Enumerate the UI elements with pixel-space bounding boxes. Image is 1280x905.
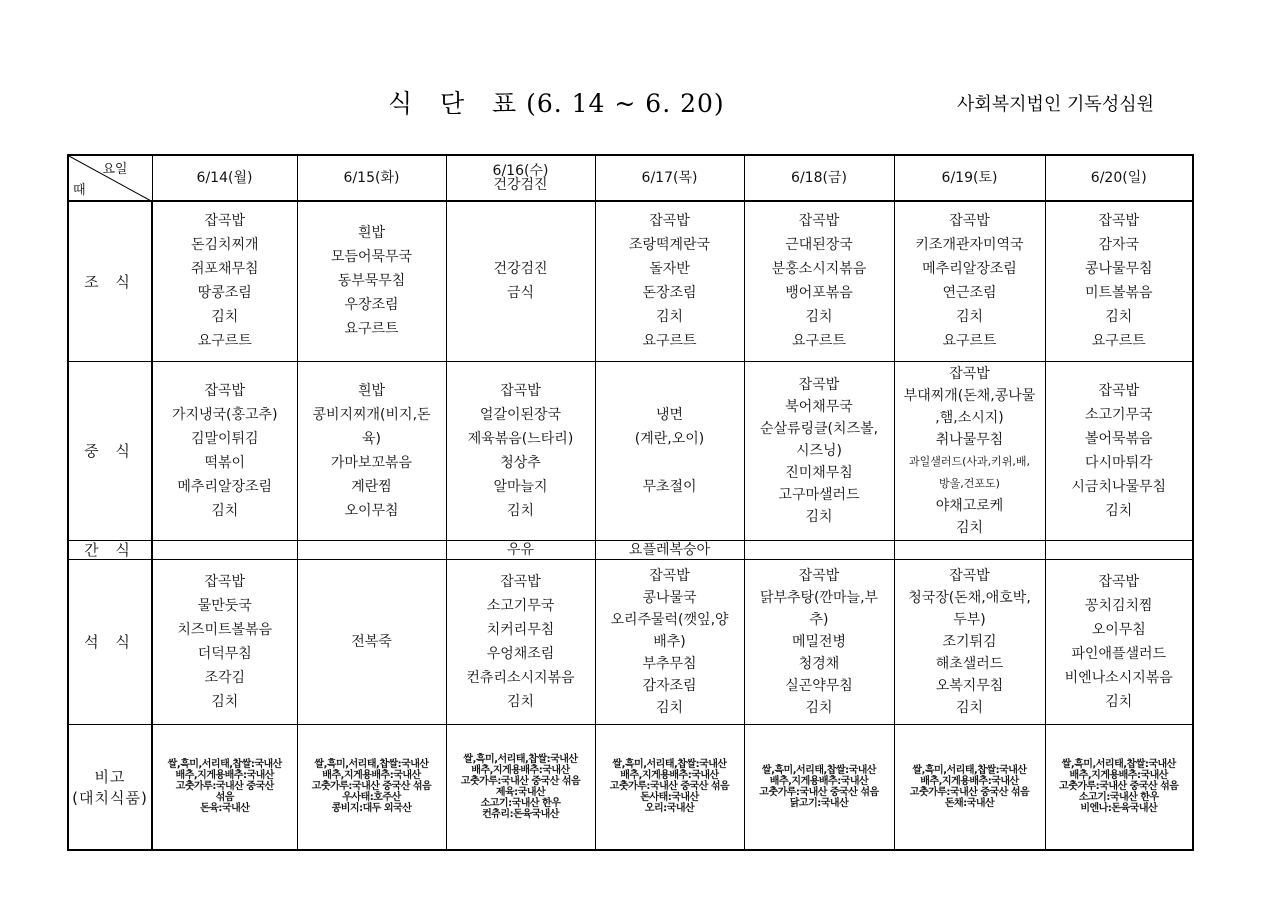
note-line: 고춧가루:국내산 중국산 [175,781,274,793]
menu-item: 잡곡밥 [204,573,246,590]
dinner-cell [894,559,1045,724]
menu-item: ,햄,소시지) [935,409,1004,426]
menu-item: 해초샐러드 [935,655,1004,672]
menu-item: 잡곡밥 [949,213,990,230]
day-header: 6/15(화) [297,155,446,201]
notes-cell [894,724,1045,850]
dinner-cell [446,559,595,724]
snack-cell [152,540,297,559]
menu-item: 청경채 [798,655,840,672]
lunch-cell [446,361,595,540]
menu-item: 진미채무침 [785,464,853,481]
day-header: 6/19(토) [894,155,1045,201]
menu-item: 소고기무국 [486,597,555,614]
menu-item: 청국장(돈채,애호박, [908,589,1031,606]
page-title: 식 단 표 (6. 14 ~ 6. 20) [388,89,725,118]
breakfast-row [68,201,1193,361]
menu-item: 꽁치김치찜 [1084,597,1153,614]
menu-item: 잡곡밥 [649,567,690,584]
note-line: 고춧가루:국내산 중국산 섞음 [909,786,1030,798]
notes-cell [446,724,595,850]
menu-item: 김치 [1105,502,1133,519]
menu-item: 알마늘지 [493,478,548,495]
note-line: 닭고기:국내산 [789,797,849,809]
notes-cell [595,724,744,850]
menu-item: 김치 [211,502,239,519]
note-line: 배추,지게용배추:국내산 [620,770,719,782]
menu-item: 동부묵무침 [337,273,406,290]
note-line: 배추,지게용배추:국내산 [769,775,869,787]
lunch-cell [1045,361,1193,540]
note-line: 컨츄리:돈육국내산 [482,808,559,820]
snack-cell: 우유 [446,540,595,559]
day-header-date: 6/16(수) [492,163,549,179]
note-line: 쌀,흑미,서리태,찹쌀:국내산 [912,764,1027,776]
menu-item: 김치 [805,508,833,525]
menu-item: 요구르트 [791,333,847,350]
menu-item: 북어채무국 [785,398,853,415]
menu-item: 시즈닝) [795,442,843,459]
menu-item: 잡곡밥 [949,567,990,584]
note-line: 고춧가루:국내산 중국산 섞음 [759,786,879,798]
menu-item: 치즈미트볼볶음 [177,621,273,638]
menu-item: 가마보꼬볶음 [330,454,413,471]
dinner-cell [595,559,744,724]
menu-item: 조랑떡계란국 [628,237,711,254]
note-line: 고춧가루:국내산 중국산 섞음 [460,775,581,787]
breakfast-cell [1045,201,1193,361]
menu-item: 연근조림 [942,285,997,302]
menu-item: 다시마튀각 [1084,454,1153,471]
menu-item: 오복지무침 [935,677,1004,694]
snack-label: 간 식 [68,540,152,559]
menu-item: 잡곡밥 [798,376,840,393]
menu-item: 콩나물국 [642,589,697,606]
menu-item: 물만둣국 [197,597,252,614]
notes-cell [152,724,297,850]
menu-item: 건강검진 [493,261,548,278]
lunch-cell [595,361,744,540]
snack-cell [297,540,446,559]
menu-item: 메추리알장조림 [177,478,273,495]
notes-label [68,724,152,850]
menu-item: 오이무침 [344,502,399,519]
note-line: 돈육:국내산 [200,803,250,815]
note-line: 돈채:국내산 [944,797,995,809]
snack-cell: 요플레복숭아 [595,540,744,559]
note-line: 소고기:국내산 한우 [1078,792,1159,804]
menu-item: 더덕무침 [197,645,252,662]
menu-item: 우장조림 [344,297,399,314]
snack-cell [894,540,1045,559]
menu-item: 컨츄리소시지볶음 [466,669,575,686]
menu-item: 메추리알장조림 [922,261,1017,278]
day-header-sub: 건강검진 [493,177,548,193]
menu-item: 흰밥 [357,225,386,242]
menu-item: 잡곡밥 [649,213,690,230]
menu-item: 제육볶음(느타리) [467,430,574,447]
menu-item: 감자조림 [642,677,697,694]
corner-cell [68,155,152,201]
day-header: 6/20(일) [1045,155,1193,201]
menu-item: 잡곡밥 [949,365,990,382]
lunch-row [68,361,1193,540]
lunch-cell [744,361,894,540]
menu-item: (계란,오이) [634,430,705,447]
menu-item: 김치 [655,309,684,326]
menu-item: 계란찜 [351,478,392,495]
menu-item: 취나물무침 [935,431,1004,448]
menu-item: 부대찌개(돈채,콩나물 [903,387,1036,404]
menu-item: 잡곡밥 [798,213,840,230]
menu-item: 금식 [506,285,535,302]
note-line: 비엔나:돈육국내산 [1080,803,1158,815]
menu-item: 요구르트 [642,333,697,350]
menu-item: 모듬어묵무국 [330,249,413,266]
notes-cell [297,724,446,850]
notes-cell [744,724,894,850]
menu-item: 근대된장국 [785,237,853,254]
menu-item: 무초절이 [642,478,697,495]
note-line: 쌀,흑미,서리태,찹쌀:국내산 [1061,759,1176,771]
breakfast-cell [744,201,894,361]
lunch-cell [894,361,1045,540]
menu-item: 콩비지찌개(비지,돈 [312,406,431,423]
menu-item: 잡곡밥 [204,382,246,399]
yoil-label: 요일 [102,162,128,177]
dinner-row [68,559,1193,724]
notes-label-main: 비고 [94,767,126,786]
note-line: 배추,지게용배추:국내산 [322,770,421,782]
header-row [68,155,1193,201]
menu-item: 돌자반 [649,261,690,278]
menu-item: 육) [362,430,381,447]
menu-item: 오리주물럭(깻잎,양 [610,611,729,628]
menu-item: 요구르트 [197,333,252,350]
note-line: 오리:국내산 [644,803,695,815]
note-line: 고춧가루:국내산 중국산 섞음 [609,781,730,793]
breakfast-cell [446,201,595,361]
dinner-cell [297,559,446,724]
meal-plan-table [67,154,1194,851]
menu-item: 닭부추탕(깐마늘,부 [759,589,879,606]
note-line: 제육:국내산 [495,786,546,798]
menu-item: 김치 [955,519,984,536]
menu-item: 뱅어포볶음 [785,285,853,302]
menu-item: 우엉채조림 [486,645,555,662]
menu-item: 김치 [955,699,984,716]
notes-label-sub: (대치식품) [72,788,148,807]
menu-item [596,451,744,475]
ttae-label: 때 [73,183,86,198]
menu-item: 김치 [506,693,535,710]
breakfast-cell [894,201,1045,361]
menu-item: 김말이튀김 [190,430,259,447]
dinner-cell [744,559,894,724]
menu-item: 요구르트 [344,321,399,338]
menu-item: 잡곡밥 [500,382,541,399]
note-line: 배추,지게용배추:국내산 [471,764,570,776]
note-line: 배추,지게용배추:국내산 [1069,770,1168,782]
note-line: 고춧가루:국내산 중국산 섞음 [311,781,432,793]
breakfast-cell [297,201,446,361]
note-line: 배추,지게용배추:국내산 [175,770,274,782]
note-line: 쌀,흑미,서리태,찹쌀:국내산 [314,759,429,771]
breakfast-label: 조 식 [68,201,152,361]
menu-item: 실곤약무침 [785,677,853,694]
notes-cell [1045,724,1193,850]
menu-item: 요구르트 [1091,333,1146,350]
dinner-cell [1045,559,1193,724]
menu-item: 떡볶이 [204,454,246,471]
menu-item: 키조개관자미역국 [915,237,1024,254]
breakfast-cell [595,201,744,361]
menu-item: 김치 [506,502,535,519]
menu-item: 순살류링클(치즈볼, [759,420,879,437]
menu-item: 전복죽 [351,633,392,650]
menu-item: 콩나물무침 [1084,261,1153,278]
breakfast-cell [152,201,297,361]
menu-item: 오이무침 [1091,621,1146,638]
menu-item: 김치 [805,699,833,716]
menu-item: 감자국 [1098,237,1140,254]
menu-item: 김치 [211,693,239,710]
lunch-cell [152,361,297,540]
menu-item: 과일샐러드(사과,키위,배, [908,454,1031,468]
note-line: 쌀,흑미,서리태,찹쌀:국내산 [612,759,727,771]
menu-item: 흰밥 [357,382,386,399]
menu-item: 시금치나물무침 [1071,478,1167,495]
day-header-health-check [446,155,595,201]
menu-item: 메밀전병 [791,633,847,650]
menu-item: 김치 [211,309,239,326]
note-line: 섞음 [215,792,234,804]
day-header: 6/17(목) [595,155,744,201]
snack-cell [744,540,894,559]
menu-item: 조각김 [204,669,246,686]
note-line: 쌀,흑미,서리태,찹쌀:국내산 [761,764,877,776]
dinner-label: 석 식 [68,559,152,724]
lunch-cell [297,361,446,540]
notes-row [68,724,1193,850]
menu-item: 방울,건포도) [939,476,1000,490]
menu-item: 비엔나소시지볶음 [1064,669,1173,686]
organization-name: 사회복지법인 기독성심원 [957,94,1154,115]
menu-item: 볼어묵볶음 [1084,430,1153,447]
note-line: 쌀,흑미,서리태,찹쌀:국내산 [463,753,578,765]
menu-item: 김치 [655,699,684,716]
note-line: 소고기:국내산 한우 [480,797,561,809]
menu-item: 요구르트 [942,333,997,350]
menu-item: 야채고로케 [935,497,1004,514]
menu-item: 잡곡밥 [500,573,541,590]
menu-item: 쥐포채무침 [190,261,259,278]
menu-item: 잡곡밥 [798,567,840,584]
day-header: 6/18(금) [744,155,894,201]
menu-item: 잡곡밥 [1098,382,1140,399]
menu-item: 김치 [1105,309,1133,326]
menu-item: 얼갈이된장국 [479,406,562,423]
menu-item: 미트볼볶음 [1084,285,1153,302]
note-line: 돈사태:국내산 [640,792,699,804]
menu-item: 추) [809,611,829,628]
menu-item: 파인애플샐러드 [1071,645,1167,662]
menu-item: 잡곡밥 [204,213,246,230]
menu-item: 잡곡밥 [1098,573,1140,590]
menu-item: 돈장조림 [642,285,697,302]
menu-item: 분홍소시지볶음 [771,261,867,278]
menu-item: 조기튀김 [942,633,997,650]
note-line: 쌀,흑미,서리태,찹쌀:국내산 [167,759,282,771]
menu-item: 돈김치찌개 [190,237,259,254]
menu-item: 잡곡밥 [1098,213,1140,230]
menu-item: 땅콩조림 [197,285,252,302]
menu-item: 청상추 [500,454,541,471]
menu-item: 가지냉국(홍고추) [171,406,278,423]
snack-cell [1045,540,1193,559]
note-line: 배추,지게용배추:국내산 [920,775,1019,787]
menu-item: 배추) [653,633,686,650]
day-header: 6/14(월) [152,155,297,201]
snack-row [68,540,1193,559]
lunch-label: 중 식 [68,361,152,540]
note-line: 고춧가루:국내산 중국산 섞음 [1059,781,1179,793]
menu-item: 김치 [805,309,833,326]
menu-item: 냉면 [655,406,684,423]
menu-item: 두부) [953,611,986,628]
note-line: 우사태:호주산 [342,792,401,804]
menu-item: 치커리무침 [486,621,555,638]
dinner-cell [152,559,297,724]
menu-item: 소고기무국 [1084,406,1153,423]
menu-item: 김치 [1105,693,1133,710]
menu-item: 고구마샐러드 [778,486,860,503]
note-line: 콩비지:대두 외국산 [331,803,412,815]
menu-item: 김치 [955,309,984,326]
menu-item: 부추무침 [642,655,697,672]
